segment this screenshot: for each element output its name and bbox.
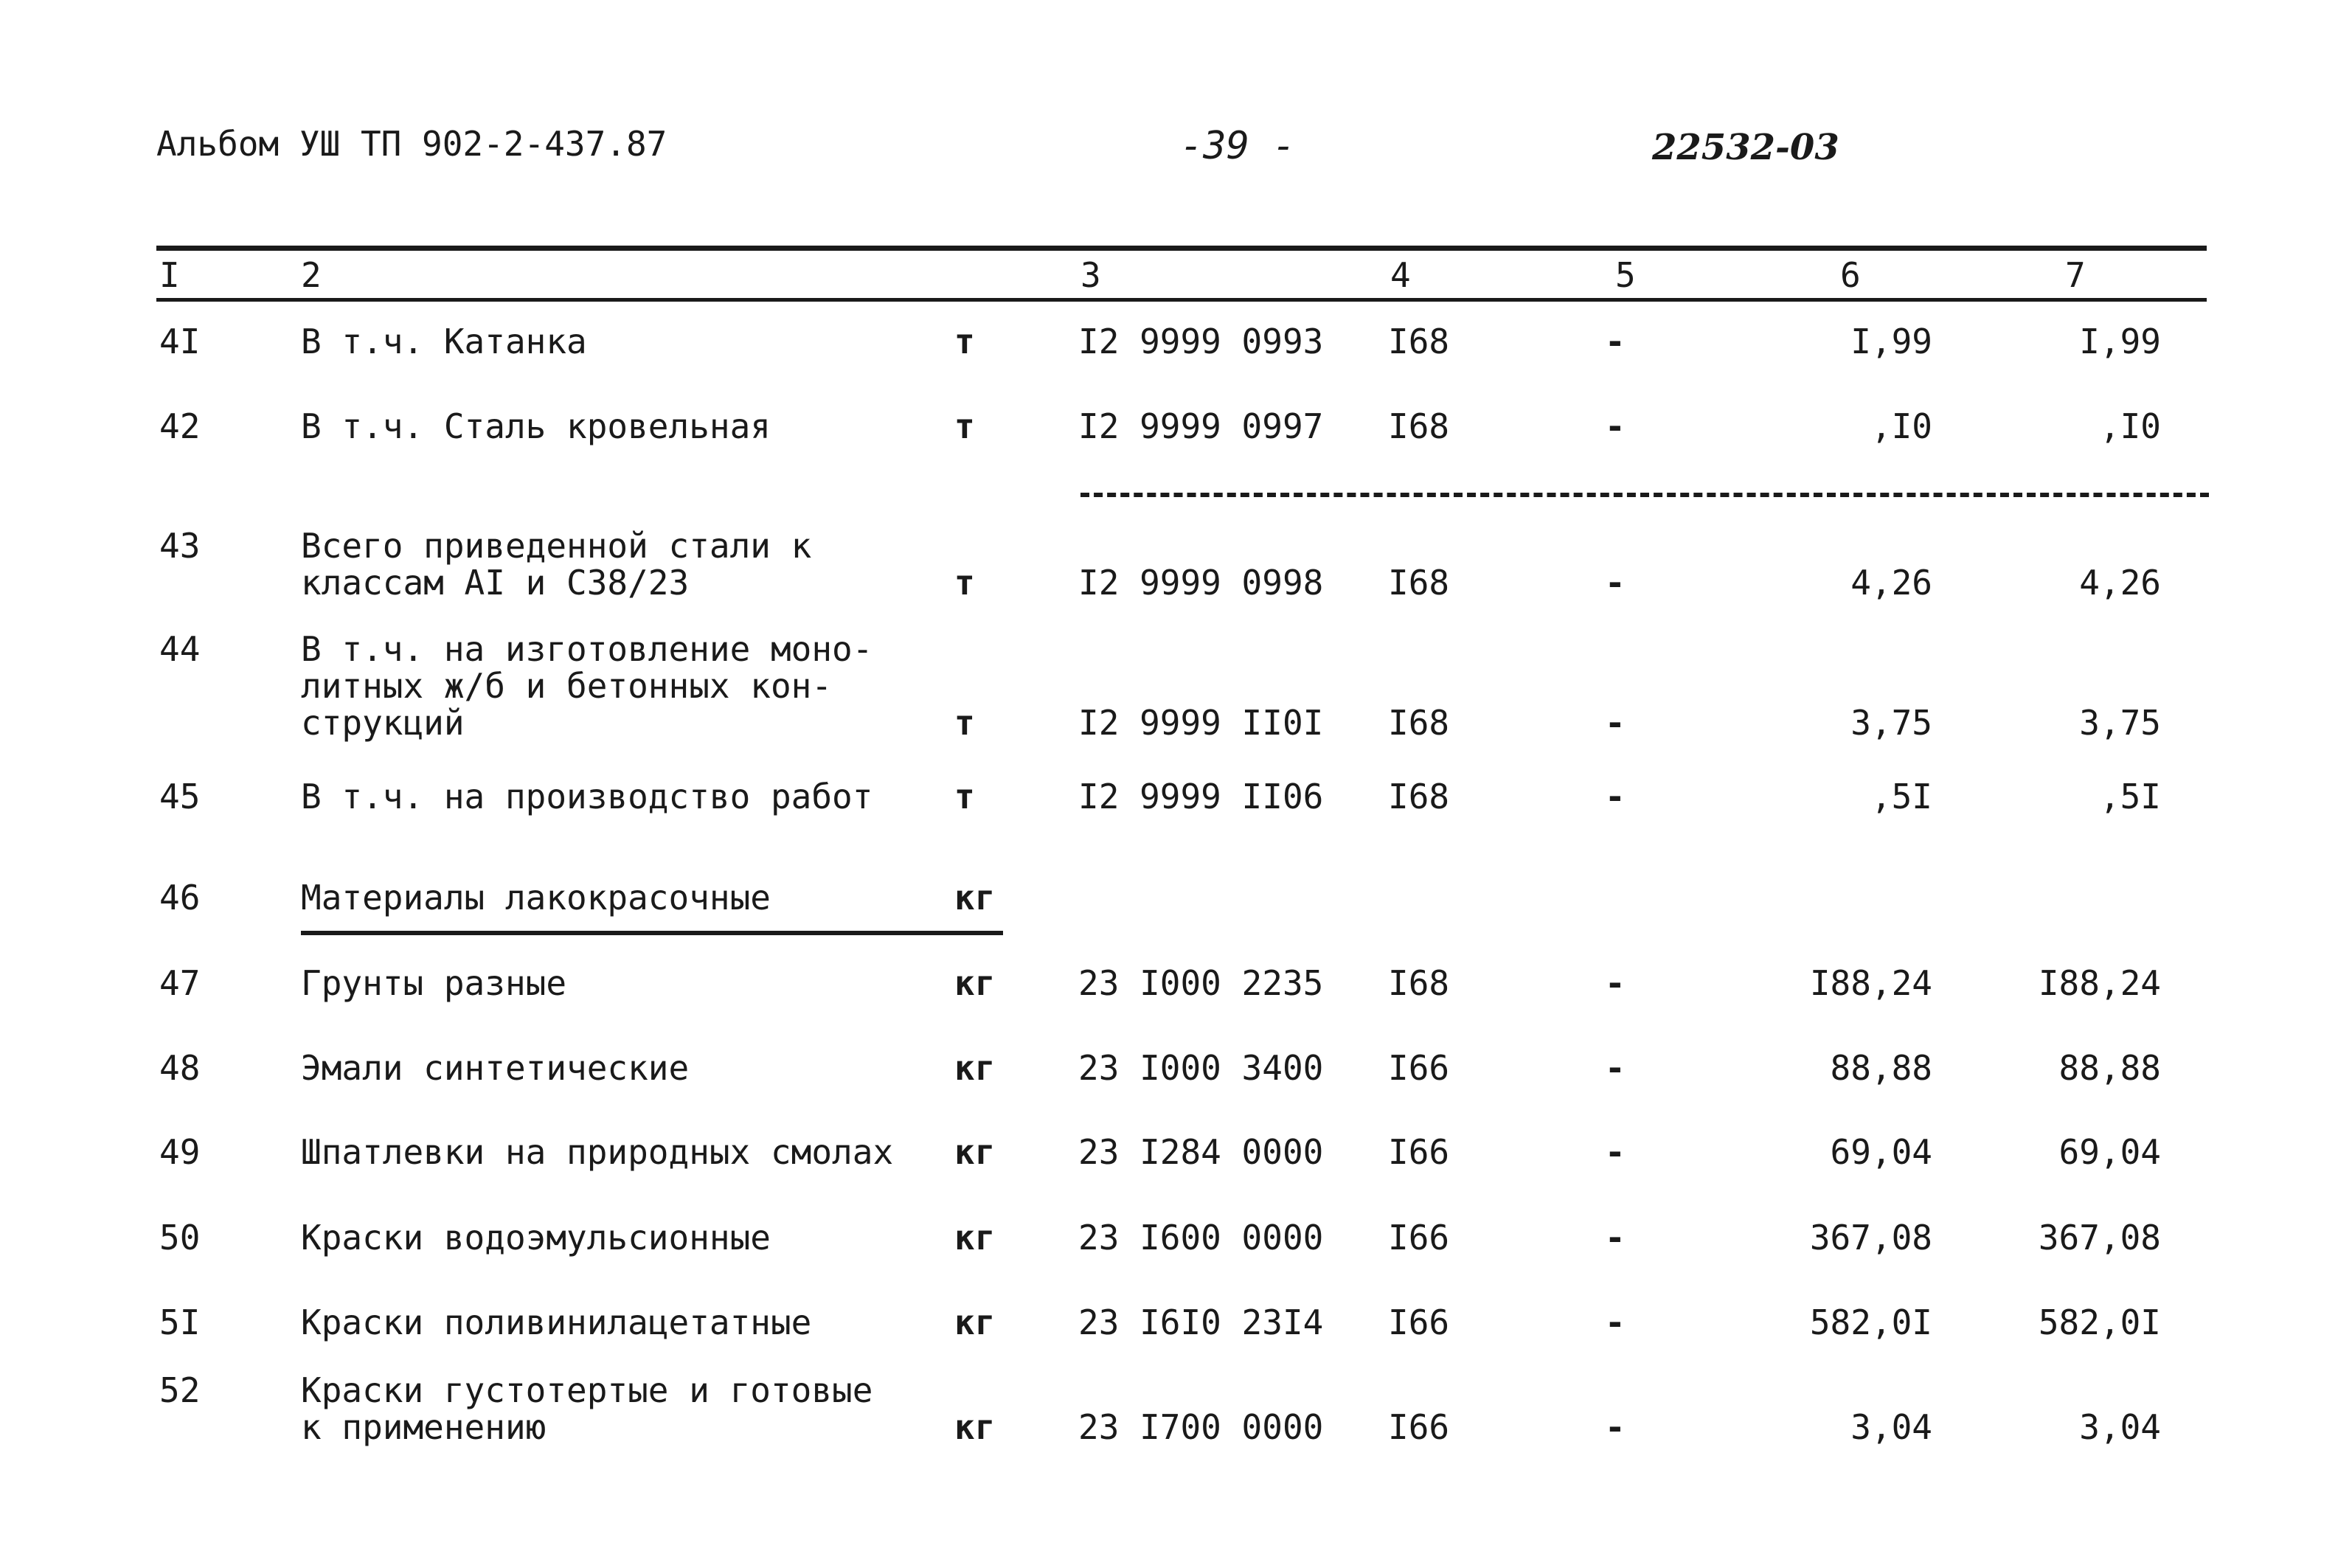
unit-of-measure: кг [954,963,996,1003]
column-7-value: 3,75 [2079,703,2161,743]
product-code: I2 9999 0997 [1078,406,1324,446]
material-name: В т.ч. на производство работ [301,777,873,816]
material-name: В т.ч. Катанка [301,322,587,361]
table-top-rule [156,246,2207,251]
column-7-value: 4,26 [2079,563,2161,603]
column-7-value: 3,04 [2079,1407,2161,1447]
album-title: Альбом УШ ТП 902-2-437.87 [156,124,667,164]
column-4-value: I68 [1388,963,1450,1003]
column-4-value: I68 [1388,406,1450,446]
column-4-value: I68 [1388,777,1450,816]
row-number: 5I [159,1302,201,1342]
table-header-rule [156,298,2207,302]
material-name: Краски водоэмульсионные [301,1218,771,1257]
product-code: 23 I600 0000 [1078,1218,1324,1257]
column-5-value: - [1605,1048,1626,1088]
product-code: I2 9999 0998 [1078,563,1324,603]
unit-of-measure: кг [954,1407,996,1447]
column-header-6: 6 [1840,255,1861,295]
unit-of-measure: кг [954,878,996,917]
column-7-value: 367,08 [2038,1218,2161,1257]
column-4-value: I68 [1388,563,1450,603]
row-number: 42 [159,406,201,446]
column-header-3: 3 [1080,255,1101,295]
product-code: 23 I6I0 23I4 [1078,1302,1324,1342]
page-number: -39 - [1180,124,1296,168]
unit-of-measure: т [954,406,975,446]
column-4-value: I66 [1388,1407,1450,1447]
material-name: Всего приведенной стали к классам AI и С38/23 [301,526,812,603]
row-number: 50 [159,1218,201,1257]
column-5-value: - [1605,1302,1626,1342]
column-4-value: I66 [1388,1218,1450,1257]
material-name: В т.ч. на изготовление моно- литных ж/б и бетонных кон- струкций [301,629,873,743]
column-5-value: - [1605,777,1626,816]
column-6-value: 3,75 [1850,703,1932,743]
unit-of-measure: т [954,777,975,816]
column-7-value: I88,24 [2038,963,2161,1003]
product-code: 23 I700 0000 [1078,1407,1324,1447]
column-header-2: 2 [301,255,322,295]
dashed-separator [1080,493,2209,497]
unit-of-measure: т [954,703,975,743]
unit-of-measure: кг [954,1132,996,1172]
product-code: 23 I000 3400 [1078,1048,1324,1088]
column-7-value: 88,88 [2058,1048,2161,1088]
column-6-value: I88,24 [1809,963,1932,1003]
column-6-value: 367,08 [1809,1218,1932,1257]
column-5-value: - [1605,963,1626,1003]
row-number: 47 [159,963,201,1003]
column-5-value: - [1605,322,1626,361]
row-number: 4I [159,322,201,361]
product-code: I2 9999 0993 [1078,322,1324,361]
material-name: Шпатлевки на природных смолах [301,1132,894,1172]
column-4-value: I66 [1388,1302,1450,1342]
row-number: 43 [159,526,201,566]
column-header-1: I [159,255,180,295]
row-number: 52 [159,1370,201,1410]
material-name: Эмали синтетические [301,1048,690,1088]
row-number: 48 [159,1048,201,1088]
material-name: Краски густотертые и готовые к применению [301,1370,873,1447]
section-underline [301,931,1003,935]
column-6-value: 582,0I [1809,1302,1932,1342]
product-code: 23 I284 0000 [1078,1132,1324,1172]
column-5-value: - [1605,1218,1626,1257]
column-6-value: 3,04 [1850,1407,1932,1447]
column-5-value: - [1605,406,1626,446]
column-5-value: - [1605,1132,1626,1172]
column-4-value: I66 [1388,1048,1450,1088]
row-number: 45 [159,777,201,816]
row-number: 49 [159,1132,201,1172]
unit-of-measure: кг [954,1218,996,1257]
unit-of-measure: т [954,322,975,361]
column-6-value: I,99 [1850,322,1932,361]
column-4-value: I68 [1388,322,1450,361]
column-6-value: ,I0 [1870,406,1932,446]
column-header-5: 5 [1615,255,1636,295]
column-7-value: I,99 [2079,322,2161,361]
material-name: Материалы лакокрасочные [301,878,771,917]
column-7-value: 582,0I [2038,1302,2161,1342]
column-7-value: ,5I [2099,777,2161,816]
row-number: 46 [159,878,201,917]
material-name: Грунты разные [301,963,567,1003]
column-header-7: 7 [2065,255,2086,295]
column-6-value: ,5I [1870,777,1932,816]
column-4-value: I68 [1388,703,1450,743]
column-6-value: 88,88 [1830,1048,1932,1088]
unit-of-measure: т [954,563,975,603]
unit-of-measure: кг [954,1048,996,1088]
row-number: 44 [159,629,201,669]
column-6-value: 69,04 [1830,1132,1932,1172]
material-name: Краски поливинилацетатные [301,1302,812,1342]
unit-of-measure: кг [954,1302,996,1342]
material-name: В т.ч. Сталь кровельная [301,406,771,446]
column-header-4: 4 [1390,255,1411,295]
column-5-value: - [1605,563,1626,603]
column-7-value: ,I0 [2099,406,2161,446]
column-6-value: 4,26 [1850,563,1932,603]
column-4-value: I66 [1388,1132,1450,1172]
column-5-value: - [1605,1407,1626,1447]
product-code: 23 I000 2235 [1078,963,1324,1003]
column-7-value: 69,04 [2058,1132,2161,1172]
column-5-value: - [1605,703,1626,743]
document-code: 22532-03 [1652,127,1839,168]
product-code: I2 9999 II06 [1078,777,1324,816]
product-code: I2 9999 II0I [1078,703,1324,743]
